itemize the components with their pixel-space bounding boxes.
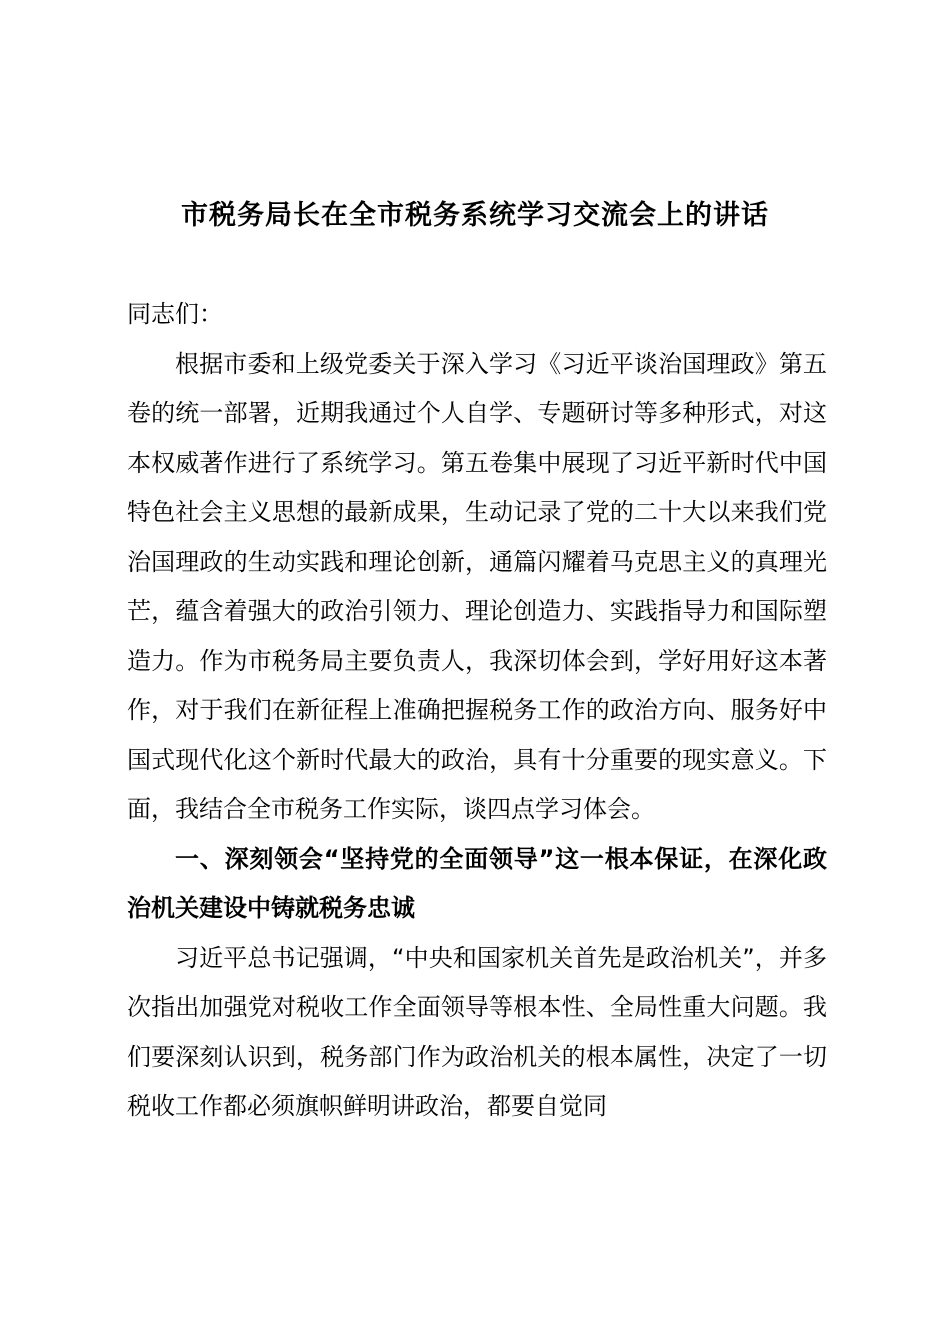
- document-title: 市税务局长在全市税务系统学习交流会上的讲话: [181, 200, 769, 231]
- body-paragraph: 习近平总书记强调，“中央和国家机关首先是政治机关”，并多次指出加强党对税收工作全面领导等根本性、全局性重大问题。我们要深刻认识到，税务部门作为政治机关的根本属性，决定了一切税收工作都必须旗帜鲜明讲政治，都要自觉同: [127, 943, 827, 1120]
- salutation: 同志们：: [127, 300, 223, 328]
- document-body: [127, 290, 827, 1132]
- body-paragraph: 根据市委和上级党委关于深入学习《习近平谈治国理政》第五卷的统一部署，近期我通过个人自学、专题研讨等多种形式，对这本权威著作进行了系统学习。第五卷集中展现了习近平新时代中国特色社会主义思想的最新成果，生动记录了党的二十大以来我们党治国理政的生动实践和理论创新，通篇闪耀着马克思主义的真理光芒，蕴含着强大的政治引领力、理论创造力、实践指导力和国际塑造力。作为市税务局主要负责人，我深切体会到，学好用好这本著作，对于我们在新征程上准确把握税务工作的政治方向、服务好中国式现代化这个新时代最大的政治，具有十分重要的现实意义。下面，我结合全市税务工作实际，谈四点学习体会。: [127, 349, 827, 823]
- section-heading: 一、深刻领会“坚持党的全面领导”这一根本保证，在深化政治机关建设中铸就税务忠诚: [127, 844, 827, 922]
